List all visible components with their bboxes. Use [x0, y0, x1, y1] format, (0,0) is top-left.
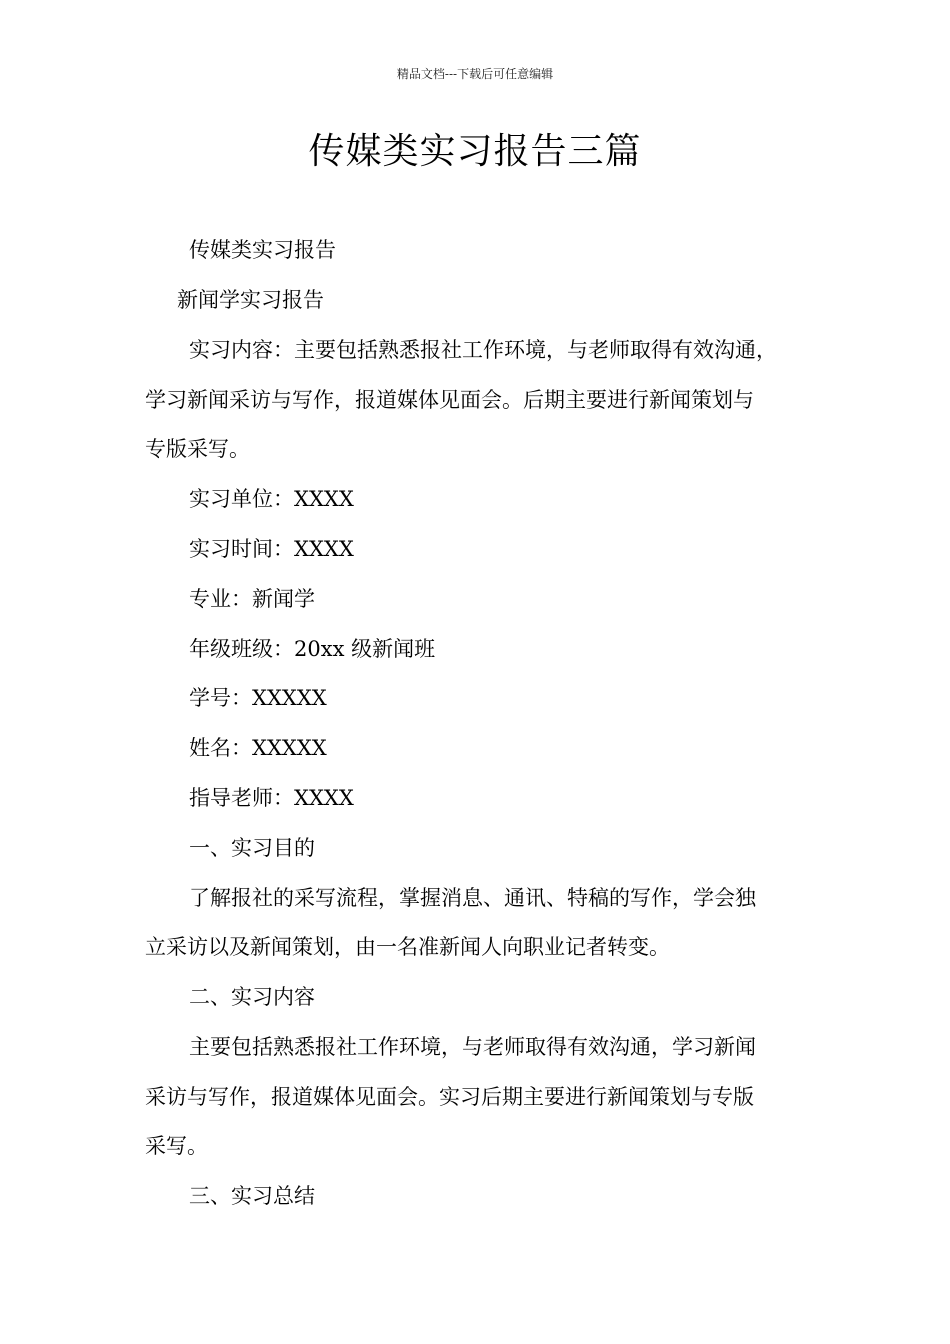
info-line-major: 专业：新闻学 [189, 587, 315, 611]
document-title: 传媒类实习报告三篇 [308, 131, 642, 172]
paragraph-line: 采写。 [145, 1134, 208, 1158]
section-heading: 一、实习目的 [189, 836, 315, 860]
info-line-unit: 实习单位：XXXX [189, 487, 354, 511]
paragraph-line: 主要包括熟悉报社工作环境，与老师取得有效沟通，学习新闻 [189, 1035, 756, 1059]
info-line-student-id: 学号：XXXXX [189, 686, 327, 710]
paragraph-line: 立采访以及新闻策划，由一名准新闻人向职业记者转变。 [145, 935, 670, 959]
paragraph-line: 实习内容：主要包括熟悉报社工作环境，与老师取得有效沟通， [189, 338, 777, 362]
subtitle-line: 传媒类实习报告 [189, 238, 336, 262]
section-heading: 新闻学实习报告 [177, 288, 324, 312]
info-line-advisor: 指导老师：XXXX [189, 786, 354, 810]
paragraph-line: 了解报社的采写流程，掌握消息、通讯、特稿的写作，学会独 [189, 886, 756, 910]
section-heading: 三、实习总结 [189, 1184, 315, 1208]
header-note: 精品文档---下载后可任意编辑 [396, 67, 554, 81]
info-line-class: 年级班级：20xx 级新闻班 [189, 637, 436, 661]
paragraph-line: 采访与写作，报道媒体见面会。实习后期主要进行新闻策划与专版 [145, 1085, 754, 1109]
info-line-time: 实习时间：XXXX [189, 537, 354, 561]
info-line-name: 姓名：XXXXX [189, 736, 327, 760]
paragraph-line: 学习新闻采访与写作，报道媒体见面会。后期主要进行新闻策划与 [145, 388, 754, 412]
paragraph-line: 专版采写。 [145, 437, 250, 461]
section-heading: 二、实习内容 [189, 985, 315, 1009]
